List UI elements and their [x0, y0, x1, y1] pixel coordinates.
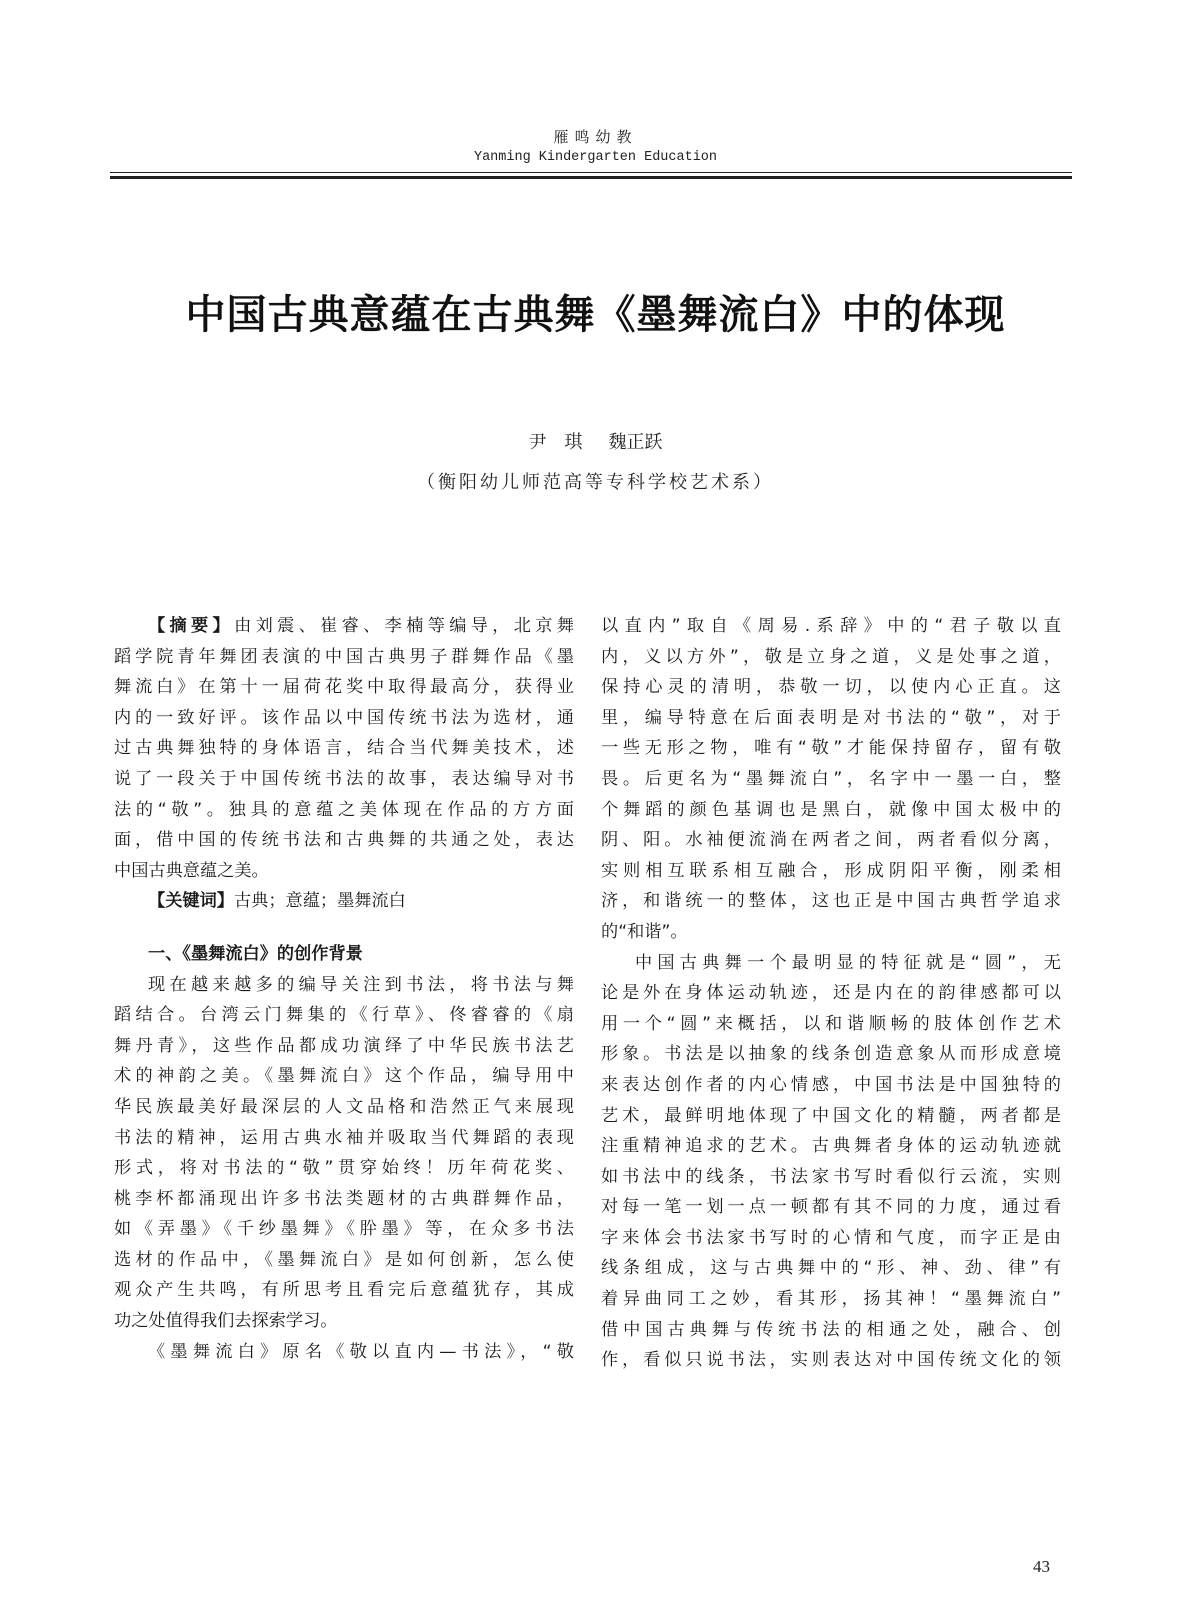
body-line: 畏。后更名为“墨舞流白”，名字中一墨一白，整	[601, 768, 1061, 789]
body-line: 选材的作品中，《墨舞流白》是如何创新，怎么使	[114, 1249, 574, 1270]
body-line: 个舞蹈的颜色基调也是黑白，就像中国太极中的	[601, 799, 1061, 820]
body-line: 《墨舞流白》原名《敬以直内—书法》，“敬	[148, 1341, 574, 1362]
author-2: 魏正跃	[608, 432, 663, 453]
body-line: 观众产生共鸣，有所思考且看完后意蕴犹存，其成	[114, 1280, 574, 1301]
body-line: 着异曲同工之妙，看其形，扬其神！“墨舞流白”	[601, 1289, 1061, 1310]
body-line: 中国古典舞一个最明显的特征就是“圆”，无	[635, 952, 1061, 973]
header-rule-thick	[110, 176, 1072, 179]
body-line: 保持心灵的清明，恭敬一切，以使内心正直。这	[601, 677, 1061, 698]
keywords-line	[114, 886, 574, 917]
abstract-line: 【摘要】由刘震、崔睿、李楠等编导，北京舞	[148, 616, 574, 636]
abstract-line: 舞流白》在第十一届荷花奖中取得最高分，获得业	[114, 677, 574, 698]
authors	[0, 428, 1191, 454]
journal-name-cn: 雁鸣幼教	[553, 128, 638, 146]
body-line: 论是外在身体运动轨迹，还是内在的韵律感都可以	[601, 983, 1061, 1004]
journal-name-en: Yanming Kindergarten Education	[473, 150, 718, 165]
body-line: 内，义以方外”，敬是立身之道，义是处事之道，	[601, 646, 1061, 667]
body-line: 艺术，最鲜明地体现了中国文化的精髓，两者都是	[601, 1105, 1061, 1126]
body-line: 的“和谐”。	[601, 921, 688, 942]
page-number: 43	[1033, 1557, 1050, 1576]
body-line: 来表达创作者的内心情感，中国书法是中国独特的	[601, 1074, 1061, 1095]
body-line: 字来体会书法家书写时的心情和气度，而字正是由	[601, 1227, 1061, 1248]
abstract-line: 内的一致好评。该作品以中国传统书法为选材，通	[114, 707, 574, 728]
body-line: 对每一笔一划一点一顿都有其不同的力度，通过看	[601, 1197, 1061, 1218]
body-line: 阴、阳。水袖便流淌在两者之间，两者看似分离，	[601, 830, 1061, 851]
body-line: 形象。书法是以抽象的线条创造意象从而形成意境	[601, 1044, 1061, 1065]
body-line: 里，编导特意在后面表明是对书法的“敬”，对于	[601, 707, 1061, 728]
body-line: 舞丹青》，这些作品都成功演绎了中华民族书法艺	[114, 1035, 574, 1056]
body-line: 济，和谐统一的整体，这也正是中国古典哲学追求	[601, 891, 1061, 912]
abstract-line: 过古典舞独特的身体语言，结合当代舞美技术，述	[114, 738, 574, 759]
body-line: 一些无形之物，唯有“敬”才能保持留存，留有敬	[601, 738, 1061, 759]
left-column	[114, 611, 574, 1367]
body-line: 如《弄墨》《千纱墨舞》《肸墨》等，在众多书法	[114, 1219, 574, 1240]
abstract-line: 蹈学院青年舞团表演的中国古典男子群舞作品《墨	[114, 646, 574, 667]
body-line: 华民族最美好最深层的人文品格和浩然正气来展现	[114, 1096, 574, 1117]
body-line: 借中国古典舞与传统书法的相通之处，融合、创	[601, 1319, 1061, 1340]
right-column	[601, 611, 1061, 1376]
body-line: 形式，将对书法的“敬”贯穿始终！历年荷花奖、	[114, 1158, 574, 1179]
body-line: 如书法中的线条，书法家书写时看似行云流，实则	[601, 1166, 1061, 1187]
keywords-text: 古典；意蕴；墨舞流白	[233, 891, 406, 912]
abstract-line: 说了一段关于中国传统书法的故事，表达编导对书	[114, 768, 574, 789]
body-line: 现在越来越多的编导关注到书法，将书法与舞	[148, 974, 574, 995]
body-line: 功之处值得我们去探索学习。	[114, 1311, 338, 1332]
body-line: 用一个“圆”来概括，以和谐顺畅的肢体创作艺术	[601, 1013, 1061, 1034]
abstract-line: 法的“敬”。独具的意蕴之美体现在作品的方方面	[114, 799, 574, 820]
abstract-label: 【摘要】	[148, 616, 235, 636]
body-line: 术的神韵之美。《墨舞流白》这个作品，编导用中	[114, 1066, 574, 1087]
affiliation: （衡阳幼儿师范高等专科学校艺术系）	[417, 472, 774, 493]
body-line: 蹈结合。台湾云门舞集的《行草》、佟睿睿的《扇	[114, 1005, 574, 1026]
body-line: 以直内”取自《周易.系辞》中的“君子敬以直	[601, 616, 1061, 636]
author-1: 尹 琪	[528, 432, 583, 453]
header-rule-thin	[110, 172, 1072, 173]
abstract-line: 面，借中国的传统书法和古典舞的共通之处，表达	[114, 830, 574, 851]
article-title: 中国古典意蕴在古典舞《墨舞流白》中的体现	[185, 291, 1006, 338]
body-line: 桃李杯都涌现出许多书法类题材的古典群舞作品，	[114, 1188, 574, 1209]
body-line: 线条组成，这与古典舞中的“形、神、劲、律”有	[601, 1258, 1061, 1279]
section-heading: 一、《墨舞流白》的创作背景	[148, 943, 363, 964]
body-line: 实则相互联系相互融合，形成阴阳平衡，刚柔相	[601, 860, 1061, 881]
abstract-line: 中国古典意蕴之美。	[114, 860, 269, 881]
keywords-label: 【关键词】	[148, 891, 234, 912]
body-line: 作，看似只说书法，实则表达对中国传统文化的领	[601, 1350, 1061, 1371]
body-line: 书法的精神，运用古典水袖并吸取当代舞蹈的表现	[114, 1127, 574, 1148]
body-line: 注重精神追求的艺术。古典舞者身体的运动轨迹就	[601, 1136, 1061, 1157]
